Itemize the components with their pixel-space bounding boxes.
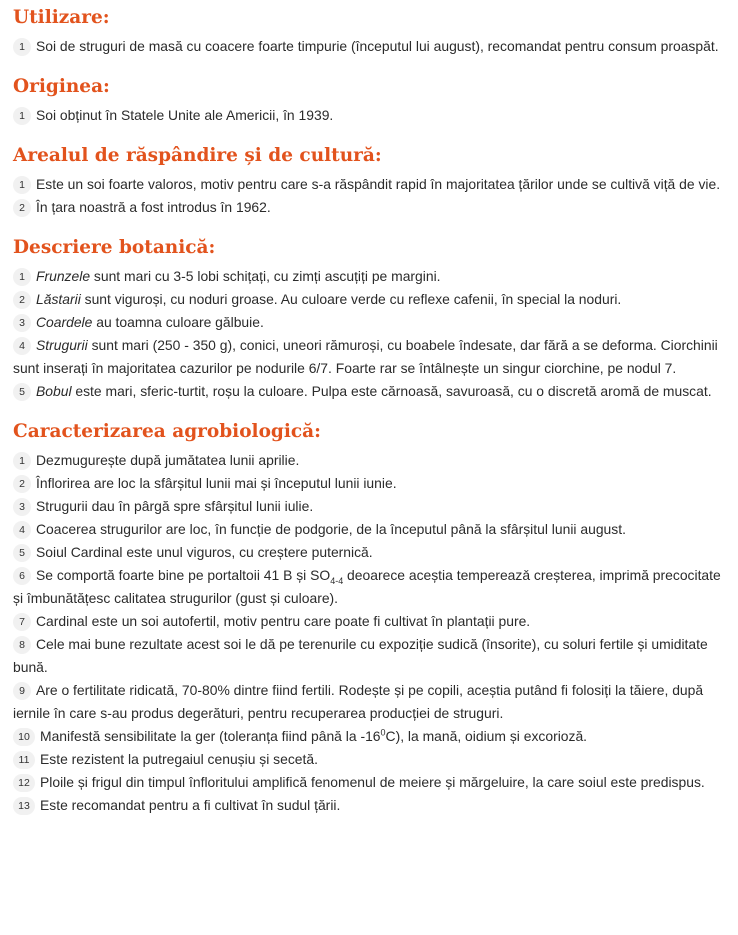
list-item: [13, 541, 724, 564]
item-text: Cardinal este un soi autofertil, motiv pentru care poate fi cultivat în plantații pure.: [36, 613, 531, 629]
list-item: [13, 794, 724, 817]
item-list: [13, 173, 724, 219]
item-list: [13, 265, 724, 403]
item-text: Are o fertilitate ridicată, 70-80% dintre fiind fertili. Rodește și pe copili, aceștia putând fi folosiți la tăiere, după iernile în care s-au produs degerături, pentru recuperarea producției de struguri.: [13, 682, 704, 721]
item-text: Soiul Cardinal este unul viguros, cu creștere puternică.: [36, 544, 373, 560]
section-caracterizarea-agrobiologica: [13, 419, 724, 817]
section-title: Originea:: [13, 76, 110, 97]
list-item: [13, 449, 724, 472]
item-text: Ploile și frigul din timpul înfloritului amplifică fenomenul de meiere și mărgeluire, la care soiul este predispus.: [40, 774, 705, 790]
item-number: 10: [13, 728, 35, 746]
item-list: [13, 35, 724, 58]
section-utilizare: [13, 5, 724, 58]
item-text: sunt mari (250 - 350 g), conici, uneori rămuroși, cu boabele îndesate, dar fără a se deforma. Ciorchinii sunt inserați în majoritatea cazurilor pe nodurile 6/7. Foarte rar se întâlnește un singur ciorchine, pe nodul 7.: [13, 337, 718, 376]
item-number: 1: [13, 176, 31, 194]
list-item: [13, 265, 724, 288]
item-number: 1: [13, 38, 31, 56]
section-title: Descriere botanică:: [13, 237, 216, 258]
item-term: Frunzele: [36, 268, 91, 284]
section-title: Arealul de răspândire și de cultură:: [13, 145, 382, 166]
item-number: 5: [13, 544, 31, 562]
item-number: 1: [13, 107, 31, 125]
item-number: 13: [13, 797, 35, 815]
item-term: Bobul: [36, 383, 72, 399]
subscript: 4-4: [330, 575, 344, 586]
item-number: 8: [13, 636, 31, 654]
item-text: În țara noastră a fost introdus în 1962.: [36, 199, 271, 215]
item-text: Dezmugurește după jumătatea lunii aprilie.: [36, 452, 300, 468]
list-item: [13, 472, 724, 495]
item-text: Soi obținut în Statele Unite ale Americii, în 1939.: [36, 107, 334, 123]
section-descriere-botanica: [13, 235, 724, 403]
item-text: Este rezistent la putregaiul cenușiu și secetă.: [40, 751, 318, 767]
list-item: [13, 288, 724, 311]
list-item: [13, 679, 724, 725]
item-text: este mari, sferic-turtit, roșu la culoare. Pulpa este cărnoasă, savuroasă, cu o discretă aromă de muscat.: [71, 383, 712, 399]
list-item: [13, 196, 724, 219]
item-text: Este un soi foarte valoros, motiv pentru care s-a răspândit rapid în majoritatea țărilor unde se cultivă viță de vie.: [36, 176, 721, 192]
item-number: 12: [13, 774, 35, 792]
section-title: Caracterizarea agrobiologică:: [13, 421, 321, 442]
item-text: au toamna culoare gălbuie.: [92, 314, 264, 330]
item-number: 11: [13, 751, 35, 769]
list-item: [13, 495, 724, 518]
item-text: sunt viguroși, cu noduri groase. Au culoare verde cu reflexe cafenii, în special la noduri.: [80, 291, 622, 307]
item-number: 4: [13, 337, 31, 355]
item-number: 2: [13, 291, 31, 309]
list-item: [13, 334, 724, 380]
item-number: 6: [13, 567, 31, 585]
item-number: 2: [13, 199, 31, 217]
list-item: [13, 311, 724, 334]
list-item: [13, 104, 724, 127]
item-text: deoarece aceștia tempereazǎ creșterea, imprimă precocitate și îmbunătățesc calitatea strugurilor (gust și culoare).: [13, 567, 721, 606]
list-item: [13, 725, 724, 748]
list-item: [13, 380, 724, 403]
item-number: 3: [13, 314, 31, 332]
item-number: 7: [13, 613, 31, 631]
list-item: [13, 518, 724, 541]
document: [0, 5, 738, 817]
item-text: Este recomandat pentru a fi cultivat în sudul țării.: [40, 797, 341, 813]
item-text-pre: Manifestă sensibilitate la ger (toleranța fiind până la -16: [40, 728, 381, 744]
list-item: [13, 35, 724, 58]
item-text: Soi de struguri de masă cu coacere foarte timpurie (începutul lui august), recomandat pentru consum proaspăt.: [36, 38, 719, 54]
list-item: [13, 771, 724, 794]
list-item: [13, 610, 724, 633]
list-item: [13, 173, 724, 196]
item-text: Strugurii dau în pârgă spre sfârșitul lunii iulie.: [36, 498, 314, 514]
item-text: Cele mai bune rezultate acest soi le dă pe terenurile cu expoziție sudică (însorite), cu soluri fertile și umiditate bună.: [13, 636, 708, 675]
item-term: Strugurii: [36, 337, 88, 353]
item-number: 4: [13, 521, 31, 539]
item-number: 9: [13, 682, 31, 700]
list-item: [13, 564, 724, 610]
list-item: [13, 748, 724, 771]
item-text: C), la mană, oidium și excorioză.: [385, 728, 588, 744]
item-text-pre: Se comportă foarte bine pe portaltoii 41 B și SO: [36, 567, 331, 583]
item-number: 1: [13, 452, 31, 470]
item-text: Înflorirea are loc la sfârșitul lunii mai și începutul lunii iunie.: [36, 475, 397, 491]
superscript: 0: [380, 727, 386, 738]
item-number: 5: [13, 383, 31, 401]
section-title: Utilizare:: [13, 7, 110, 28]
item-list: [13, 449, 724, 817]
item-list: [13, 104, 724, 127]
item-text: Coacerea strugurilor are loc, în funcție de podgorie, de la începutul până la sfârșitul lunii august.: [36, 521, 626, 537]
item-number: 3: [13, 498, 31, 516]
list-item: [13, 633, 724, 679]
item-term: Lăstarii: [36, 291, 81, 307]
item-text: sunt mari cu 3-5 lobi schițați, cu zimți ascuțiți pe margini.: [90, 268, 441, 284]
section-arealul: [13, 143, 724, 219]
item-number: 1: [13, 268, 31, 286]
section-originea: [13, 74, 724, 127]
item-number: 2: [13, 475, 31, 493]
item-term: Coardele: [36, 314, 93, 330]
